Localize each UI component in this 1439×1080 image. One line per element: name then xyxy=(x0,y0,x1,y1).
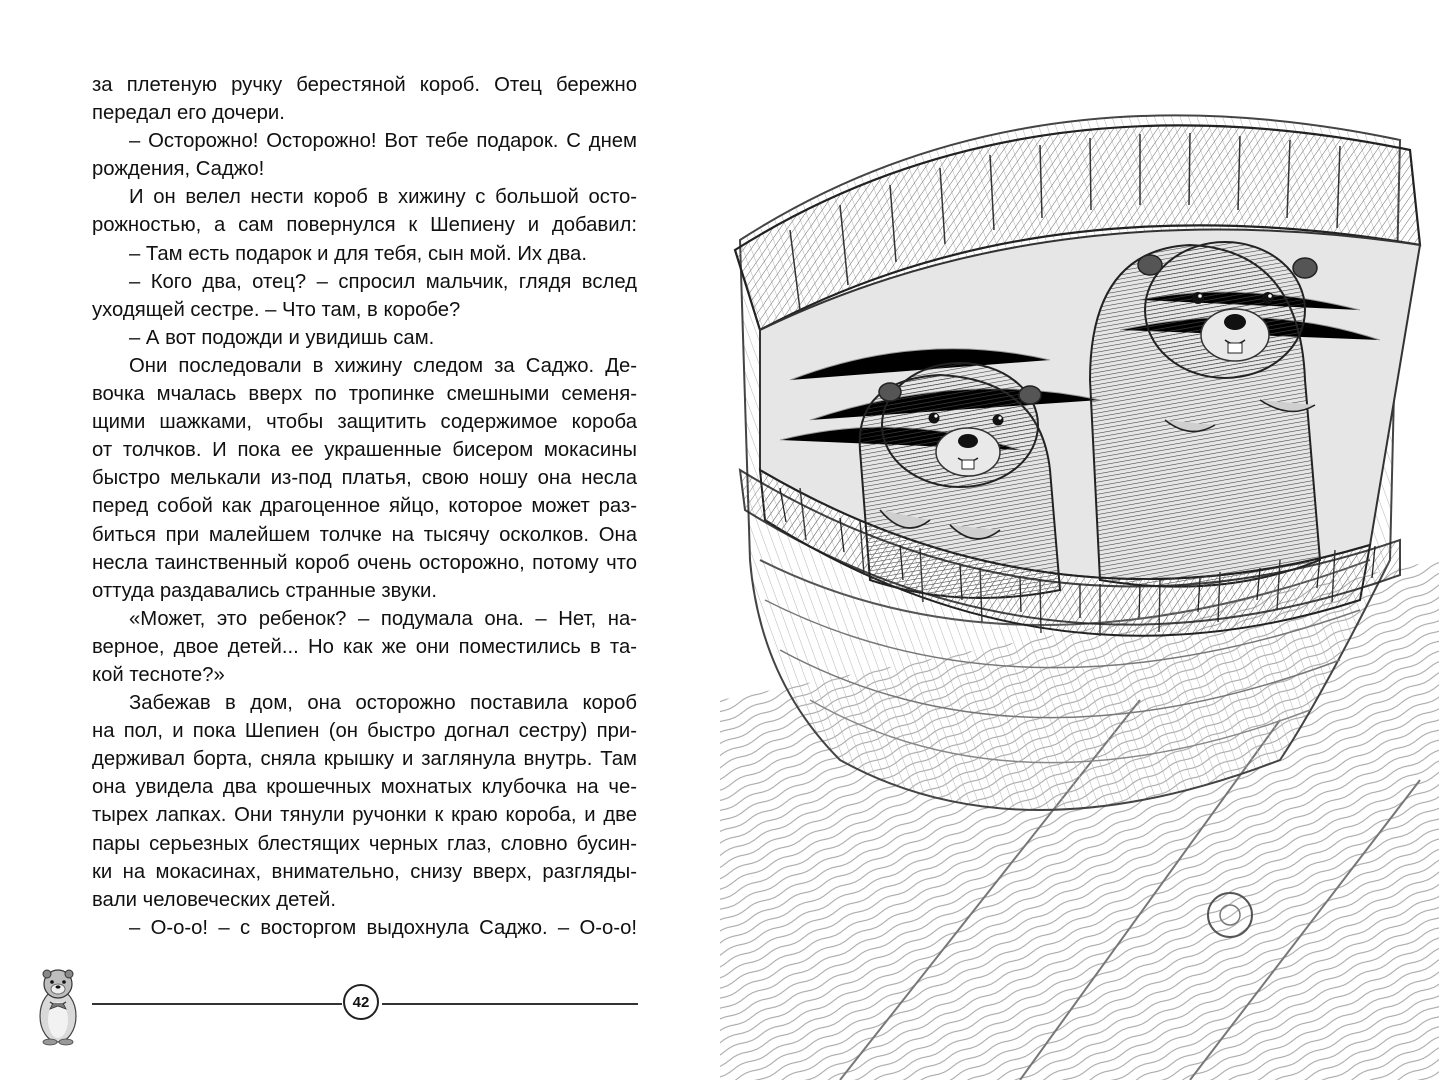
text-line: быстро мелькали из-под платья, свою ношу она несла xyxy=(92,467,637,490)
otters-in-basket-illustration xyxy=(720,0,1439,1080)
text-line: на пол, и пока Шепиен (он быстро догнал сестру) при- xyxy=(92,720,637,743)
body-text xyxy=(92,71,637,942)
text-line: ки на мокасинах, внимательно, снизу вверх, разгляды- xyxy=(92,860,637,883)
text-line: за плетеную ручку берестяной короб. Отец бережно xyxy=(92,74,637,96)
page-footer xyxy=(0,980,720,1070)
text-line: – Осторожно! Осторожно! Вот тебе подарок. С днем xyxy=(129,130,637,153)
text-line: щими шажками, чтобы защитить содержимое короба xyxy=(92,411,637,434)
right-page xyxy=(720,0,1439,1080)
text-line: рожностью, а сам повернулся к Шепиену и добавил: xyxy=(92,214,637,237)
text-line: вали человеческих детей. xyxy=(92,888,336,911)
text-line: кой тесноте?» xyxy=(92,663,225,686)
text-line: Они последовали в хижину следом за Саджо. Де- xyxy=(129,354,637,377)
text-line: рождения, Саджо! xyxy=(92,158,265,181)
text-line: – А вот подожди и увидишь сам. xyxy=(129,326,435,349)
text-line: держивал борта, сняла крышку и заглянула внутрь. Там xyxy=(92,748,637,771)
text-line: Забежав в дом, она осторожно поставила короб xyxy=(129,692,637,715)
text-line: тырех лапках. Они тянули ручонки к краю короба, и две xyxy=(92,804,637,827)
text-line: перед собой как драгоценное яйцо, которое может раз- xyxy=(92,495,637,518)
footer-divider-left xyxy=(92,1003,342,1005)
text-line: биться при малейшем толчке на тысячу осколков. Она xyxy=(92,523,637,546)
text-line: – Кого два, отец? – спросил мальчик, глядя вслед xyxy=(129,270,637,293)
footer-divider-right xyxy=(382,1003,638,1005)
text-line: верное, двое детей... Но как же они поместились в та- xyxy=(92,635,637,658)
text-line: передал его дочери. xyxy=(92,102,285,125)
page-number: 42 xyxy=(343,984,379,1020)
text-line: несла таинственный короб очень осторожно, потому что xyxy=(92,551,637,574)
text-line: – О-о-о! – с восторгом выдохнула Саджо. – О-о-о! xyxy=(129,916,637,939)
otter-right xyxy=(1090,242,1320,587)
text-line: уходящей сестре. – Что там, в коробе? xyxy=(92,298,461,321)
text-line: она увидела два крошечных мохнатых клубочка на че- xyxy=(92,776,637,799)
text-line: оттуда раздавались странные звуки. xyxy=(92,579,437,602)
text-line: вочка мчалась вверх по тропинке смешными семеня- xyxy=(92,383,637,406)
text-line: – Там есть подарок и для тебя, сын мой. Их два. xyxy=(129,242,587,265)
text-line: И он велел нести короб в хижину с большой осто- xyxy=(129,186,637,209)
otter-icon xyxy=(26,956,90,1046)
text-line: пары серьезных блестящих черных глаз, словно бусин- xyxy=(92,832,637,855)
text-line: от толчков. И пока ее украшенные бисером мокасины xyxy=(92,439,637,462)
text-line: «Может, это ребенок? – подумала она. – Нет, на- xyxy=(129,607,637,630)
